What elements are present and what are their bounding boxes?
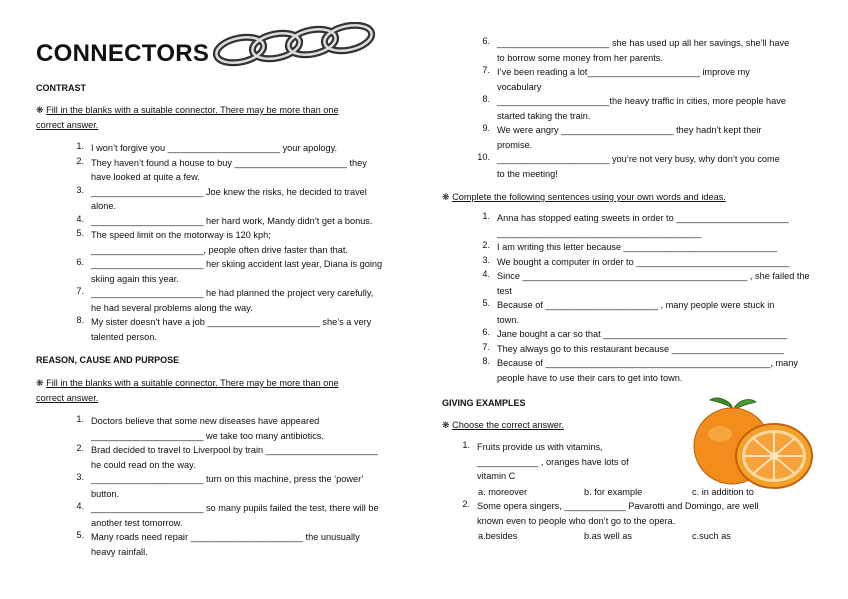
item-number: 9.	[482, 123, 490, 133]
item-number: 10.	[477, 152, 490, 162]
question-line: vitamin C	[477, 471, 516, 481]
star-icon: ❋	[36, 378, 44, 388]
sentence-line: people have to use their cars to get into town.	[497, 372, 683, 383]
sentence-line: Many roads need repair ______________________ the unusually	[91, 532, 360, 542]
sentence-line: Doctors believe that some new diseases have appeared	[91, 416, 320, 426]
list-item	[472, 356, 818, 385]
instruction-line-2: correct answer.	[36, 392, 99, 403]
example-question-2	[452, 499, 818, 528]
option-b[interactable]: b.as well as	[584, 531, 633, 541]
sentence-line: My sister doesn’t have a job ______________________ she’s a very	[91, 317, 372, 327]
sentence-line: to the meeting!	[497, 168, 558, 179]
item-number: 4.	[76, 213, 84, 224]
sentence-line: ______________________the heavy traffic in cities, more people have	[497, 96, 786, 106]
sentence-line: They always go to this restaurant because ______________________	[497, 343, 785, 354]
option-c[interactable]: c. in addition to	[692, 487, 754, 497]
blank-sentence[interactable]	[91, 472, 406, 501]
sentence-line: ______________________ so many pupils failed the test, there will be	[91, 503, 379, 513]
sentence-line: ________________________________________	[497, 227, 702, 238]
question-line: Fruits provide us with vitamins,	[477, 442, 603, 452]
item-number: 5.	[76, 228, 84, 238]
instruction-line-2: correct answer.	[36, 119, 99, 130]
list-item	[468, 152, 818, 181]
sentence-line: They haven’t found a house to buy ______________________ they	[91, 157, 367, 168]
item-number: 4.	[482, 269, 490, 279]
blank-sentence[interactable]	[91, 530, 406, 559]
list-item	[66, 501, 406, 530]
blank-sentence[interactable]	[91, 156, 406, 185]
list-item	[66, 443, 406, 472]
item-number: 1.	[482, 211, 490, 221]
item-number: 3.	[482, 254, 490, 265]
instruction-line-1: Fill in the blanks with a suitable connector. There may be more than one	[46, 105, 339, 115]
blank-sentence[interactable]	[497, 36, 818, 65]
sentence-line: heavy rainfall.	[91, 546, 148, 557]
item-number: 2.	[462, 499, 470, 509]
item-number: 7.	[76, 286, 84, 296]
option-b[interactable]: b. for example	[584, 487, 643, 497]
item-number: 1.	[76, 141, 84, 151]
sentence-line: to borrow some money from her parents.	[497, 52, 663, 63]
question-line: Some opera singers, ____________ Pavarotti and Domingo, are well	[477, 501, 759, 511]
sentence-line: The speed limit on the motorway is 120 kph;	[91, 230, 271, 240]
sentence-line: ______________________ she has used up all her savings, she’ll have	[497, 38, 790, 48]
instruction-line: Complete the following sentences using your own words and ideas.	[452, 192, 726, 202]
list-item	[472, 327, 818, 342]
item-number: 3.	[76, 472, 84, 482]
option-a[interactable]: a.besides	[478, 531, 518, 541]
item-number: 6.	[482, 327, 490, 337]
list-item	[468, 65, 818, 94]
sentence-line: Brad decided to travel to Liverpool by train ______________________	[91, 445, 379, 455]
item-number: 7.	[482, 341, 490, 352]
instruction-contrast	[36, 103, 386, 132]
sentence-line: Since ____________________________________________ , she failed the	[497, 271, 810, 281]
item-number: 1.	[462, 440, 470, 450]
sentence-line: Anna has stopped eating sweets in order to ______________________	[497, 213, 789, 223]
sentence-line: alone.	[91, 201, 117, 211]
item-number: 2.	[76, 155, 84, 166]
blank-sentence[interactable]	[91, 141, 406, 156]
star-icon: ❋	[442, 420, 450, 430]
list-item	[472, 211, 818, 240]
sentence-line: talented person.	[91, 331, 157, 342]
star-icon: ❋	[36, 105, 44, 115]
sentence-line: I’ve been reading a lot______________________ improve my	[497, 67, 750, 77]
blank-sentence[interactable]	[91, 214, 406, 229]
question-line: known even to people who don’t go to the opera.	[477, 515, 676, 526]
item-number: 5.	[76, 530, 84, 540]
option-a[interactable]: a. moreover	[478, 487, 528, 497]
instruction-examples	[442, 418, 564, 433]
page-title: CONNECTORS	[36, 40, 210, 67]
blank-sentence[interactable]	[497, 123, 818, 152]
sentence-line: ______________________ Joe knew the risks, he decided to travel	[91, 186, 367, 197]
sentence-line: ______________________ he had planned the project very carefully,	[91, 288, 374, 298]
list-item	[468, 94, 818, 123]
item-number: 1.	[76, 414, 84, 424]
blank-sentence[interactable]	[497, 65, 818, 94]
question-text[interactable]	[477, 499, 818, 528]
sentence-line: vocabulary	[497, 81, 542, 92]
sentence-line: ______________________ her hard work, Mandy didn’t get a bonus.	[91, 215, 373, 226]
sentence-line: town.	[497, 314, 519, 325]
blank-sentence[interactable]	[91, 501, 406, 530]
contrast-list-continued	[468, 36, 818, 181]
question-text[interactable]	[477, 440, 688, 484]
sentence-line: another test tomorrow.	[91, 517, 183, 528]
complete-list	[472, 211, 818, 385]
blank-sentence[interactable]	[91, 443, 406, 472]
list-item	[472, 269, 818, 298]
star-icon: ❋	[442, 192, 450, 202]
section-heading-examples: GIVING EXAMPLES	[442, 398, 526, 408]
blank-sentence[interactable]	[497, 152, 818, 181]
item-number: 8.	[482, 94, 490, 104]
list-item	[66, 257, 406, 286]
sentence-line: button.	[91, 488, 120, 499]
example-question-1	[452, 440, 688, 484]
item-number: 8.	[76, 315, 84, 325]
list-item	[66, 214, 406, 229]
list-item	[66, 141, 406, 156]
blank-sentence[interactable]	[497, 94, 818, 123]
sentence-line: ______________________ her skiing accident last year, Diana is going	[91, 259, 383, 269]
sentence-line: skiing again this year.	[91, 273, 179, 284]
item-number: 4.	[76, 501, 84, 511]
sentence-line: I won’t forgive you ______________________ your apology.	[91, 143, 338, 153]
list-item	[66, 315, 406, 344]
blank-sentence[interactable]	[91, 414, 406, 443]
list-item	[66, 286, 406, 315]
instruction-reason	[36, 376, 386, 405]
sentence-line: Because of ______________________ , many people were stuck in	[497, 300, 775, 310]
sentence-line: I am writing this letter because ______________________________	[497, 242, 777, 252]
option-c[interactable]: c.such as	[692, 531, 731, 541]
item-number: 5.	[482, 298, 490, 308]
blank-sentence[interactable]	[91, 228, 406, 257]
sentence-line: have looked at quite a few.	[91, 172, 200, 182]
list-item	[66, 185, 406, 214]
reason-list	[66, 414, 406, 559]
list-item	[472, 342, 818, 357]
sentence-line: ______________________ turn on this machine, press the ‘power’	[91, 474, 364, 484]
list-item	[66, 156, 406, 185]
sentence-line: started taking the train.	[497, 110, 591, 121]
sentence-line: promise.	[497, 139, 533, 150]
list-item	[66, 472, 406, 501]
sentence-line: Jane bought a car so that ____________________________________	[497, 329, 788, 339]
sentence-line: We bought a computer in order to ______________________________	[497, 256, 790, 267]
instruction-line-1: Fill in the blanks with a suitable connector. There may be more than one	[46, 378, 339, 388]
blank-sentence[interactable]	[91, 286, 406, 315]
contrast-list	[66, 141, 406, 344]
blank-sentence[interactable]	[497, 356, 818, 385]
blank-sentence[interactable]	[91, 315, 406, 344]
sentence-line: ______________________ we take too many antibiotics.	[91, 430, 324, 441]
item-number: 8.	[482, 356, 490, 366]
orange-icon	[690, 396, 820, 492]
blank-sentence[interactable]	[497, 327, 818, 342]
blank-sentence[interactable]	[497, 255, 818, 270]
section-heading-reason: REASON, CAUSE AND PURPOSE	[36, 355, 180, 365]
sentence-line: ______________________, people often drive faster than that.	[91, 244, 348, 255]
item-number: 6.	[76, 257, 84, 267]
question-line: ____________ , oranges have lots of	[477, 456, 629, 467]
item-number: 3.	[76, 184, 84, 195]
list-item	[66, 228, 406, 257]
item-number: 7.	[482, 65, 490, 75]
list-item	[66, 414, 406, 443]
sentence-line: Because of ____________________________________________, many	[497, 358, 798, 368]
blank-sentence[interactable]	[497, 240, 818, 255]
list-item	[468, 36, 818, 65]
item-number: 2.	[76, 443, 84, 453]
list-item	[472, 240, 818, 255]
item-number: 2.	[482, 240, 490, 250]
instruction-line: Choose the correct answer.	[452, 420, 564, 430]
blank-sentence[interactable]	[497, 211, 818, 240]
sentence-line: he could read on the way.	[91, 459, 196, 470]
instruction-complete	[442, 190, 832, 205]
blank-sentence[interactable]	[497, 342, 818, 357]
blank-sentence[interactable]	[91, 257, 406, 286]
item-number: 6.	[482, 36, 490, 46]
sentence-line: he had several problems along the way.	[91, 302, 253, 313]
sentence-line: ______________________ you’re not very busy, why don’t you come	[497, 154, 780, 164]
chain-icon	[210, 22, 380, 70]
blank-sentence[interactable]	[91, 185, 406, 214]
blank-sentence[interactable]	[497, 298, 818, 327]
section-heading-contrast: CONTRAST	[36, 83, 86, 93]
sentence-line: test	[497, 285, 512, 296]
list-item	[468, 123, 818, 152]
blank-sentence[interactable]	[497, 269, 818, 298]
list-item	[66, 530, 406, 559]
sentence-line: We were angry ______________________ they hadn’t kept their	[497, 125, 762, 135]
list-item	[472, 298, 818, 327]
list-item	[472, 255, 818, 270]
